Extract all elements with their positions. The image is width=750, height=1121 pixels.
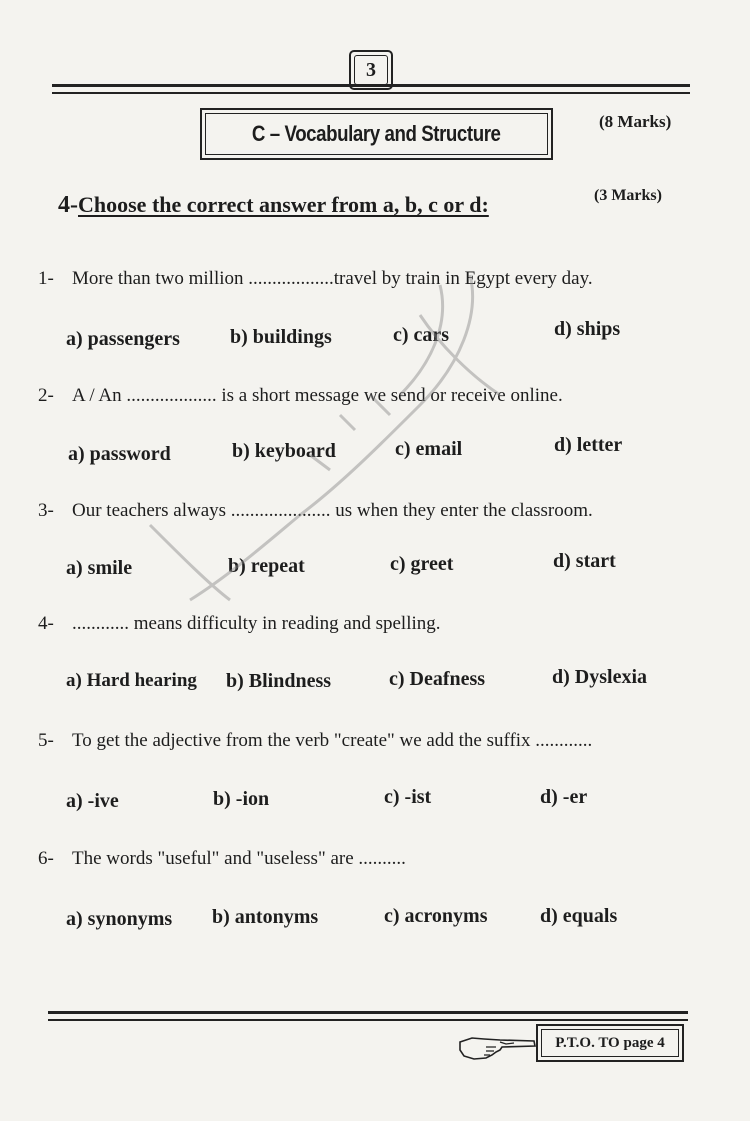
- question-text: More than two million ..................travel by train in Egypt every day.: [72, 268, 593, 289]
- question-1: [38, 268, 593, 290]
- question-4: [38, 613, 441, 635]
- section-title: C – Vocabulary and Structure: [252, 121, 501, 146]
- watermark-stamp: [140, 255, 540, 605]
- question-text: The words "useful" and "useless" are ..........: [72, 848, 406, 869]
- question-heading: [58, 192, 489, 219]
- question-number: 4-: [38, 613, 54, 634]
- option-d[interactable]: d) start: [553, 550, 616, 572]
- option-a[interactable]: a) synonyms: [66, 908, 173, 930]
- question-6: [38, 848, 406, 870]
- question-text: A / An ................... is a short message we send or receive online.: [72, 385, 563, 406]
- question-2: [38, 385, 563, 407]
- option-a[interactable]: a) passengers: [66, 328, 180, 350]
- option-b[interactable]: b) antonyms: [212, 906, 319, 928]
- option-b[interactable]: b) keyboard: [232, 440, 336, 462]
- option-d[interactable]: d) Dyslexia: [552, 666, 647, 688]
- option-a[interactable]: a) Hard hearing: [66, 670, 197, 691]
- question-heading-number: 4-: [58, 192, 78, 218]
- question-number: 1-: [38, 268, 54, 289]
- question-number: 3-: [38, 500, 54, 521]
- bottom-rule-thick: [48, 1011, 688, 1014]
- question-marks: (3 Marks): [594, 187, 662, 204]
- option-c[interactable]: c) -ist: [384, 786, 432, 808]
- question-number: 2-: [38, 385, 54, 406]
- option-d[interactable]: d) letter: [554, 434, 623, 456]
- option-b[interactable]: b) repeat: [228, 555, 305, 577]
- option-b[interactable]: b) Blindness: [226, 670, 332, 692]
- question-heading-instruction: Choose the correct answer from a, b, c or d:: [78, 192, 489, 217]
- question-text: Our teachers always ..................... us when they enter the classroom.: [72, 500, 593, 521]
- question-5: [38, 730, 592, 752]
- bottom-rule-thin: [48, 1019, 688, 1021]
- page-number: 3: [354, 55, 388, 85]
- option-c[interactable]: c) acronyms: [384, 905, 488, 927]
- question-number: 5-: [38, 730, 54, 751]
- option-a[interactable]: a) password: [68, 443, 171, 465]
- section-marks: (8 Marks): [599, 112, 672, 131]
- option-d[interactable]: d) ships: [554, 318, 621, 340]
- option-a[interactable]: a) -ive: [66, 790, 119, 812]
- section-title-box: [200, 108, 553, 160]
- question-text: To get the adjective from the verb "create" we add the suffix ............: [72, 730, 593, 751]
- question-text: ............ means difficulty in reading and spelling.: [72, 613, 441, 634]
- question-3: [38, 500, 593, 522]
- option-c[interactable]: c) cars: [393, 324, 450, 346]
- option-d[interactable]: d) equals: [540, 905, 618, 927]
- option-b[interactable]: b) -ion: [213, 788, 270, 810]
- pto-label: P.T.O. TO page 4: [541, 1029, 679, 1057]
- option-c[interactable]: c) Deafness: [389, 668, 486, 690]
- option-d[interactable]: d) -er: [540, 786, 588, 808]
- option-c[interactable]: c) greet: [390, 553, 454, 575]
- question-number: 6-: [38, 848, 54, 869]
- pointing-hand-icon: [456, 1030, 538, 1064]
- pto-box: [536, 1024, 684, 1062]
- option-c[interactable]: c) email: [395, 438, 463, 460]
- option-b[interactable]: b) buildings: [230, 326, 332, 348]
- top-rule-thin: [52, 92, 690, 94]
- option-a[interactable]: a) smile: [66, 557, 133, 579]
- top-rule-thick: [52, 84, 690, 87]
